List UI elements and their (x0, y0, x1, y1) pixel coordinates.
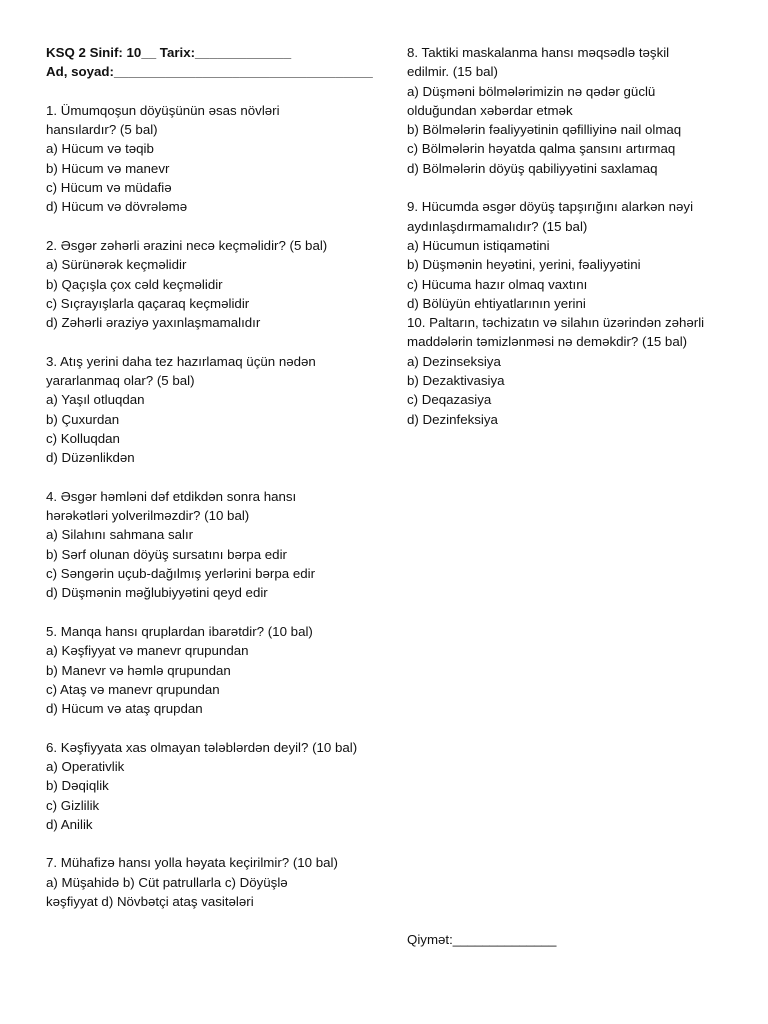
answer-option: b) Düşmənin heyətini, yerini, fəaliyyətini (407, 257, 641, 273)
answer-option: a) Silahını sahmana salır (46, 527, 194, 543)
answer-option: b) Dəqiqlik (46, 778, 109, 794)
answer-option: d) Zəhərli əraziyə yaxınlaşmamalıdır (46, 315, 261, 331)
answer-option: d) Anilik (46, 816, 93, 832)
question-title: 9. Hücumda əsgər döyüş tapşırığını alarkən nəyi aydınlaşdırmamalıdır? (15 bal) (407, 199, 694, 234)
answer-option: c) Hücum və müdafiə (46, 180, 172, 196)
answer-option: c) Deqazasiya (407, 392, 492, 408)
question-title: 4. Əsgər həmləni dəf etdikdən sonra hansı hərəkətləri yolverilməzdir? (10 bal) (46, 488, 297, 524)
answer-option: c) Səngərin uçub-dağılmış yerlərini bərpa edir (46, 566, 316, 582)
question-9 (407, 197, 727, 313)
answer-option: c) Ataş və manevr qrupundan (46, 681, 220, 697)
question-title: 5. Manqa hansı qruplardan ibarətdir? (10 bal) (46, 623, 313, 639)
answer-option: a) Hücum və təqib (46, 141, 154, 157)
question-1 (46, 101, 376, 217)
question-2 (46, 236, 376, 332)
question-title: 6. Kəşfiyyata xas olmayan tələblərdən deyil? (10 bal) (46, 739, 358, 755)
answer-option: a) Yaşıl otluqdan (46, 392, 145, 408)
answer-option: a) Operativlik (46, 758, 125, 774)
answer-option: c) Hücuma hazır olmaq vaxtını (407, 276, 588, 292)
question-title: 1. Ümumqoşun döyüşünün əsas növləri hansılardır? (5 bal) (46, 102, 280, 138)
grade-field: Qiymət:______________ (407, 932, 557, 947)
answer-option: d) Bölüyün ehtiyatlarının yerini (407, 295, 586, 311)
question-title: 3. Atış yerini daha tez hazırlamaq üçün nədən yararlanmaq olar? (5 bal) (46, 353, 316, 389)
question-7 (46, 853, 376, 911)
answer-option: b) Çuxurdan (46, 411, 120, 427)
question-3 (46, 352, 376, 468)
question-title: 2. Əsgər zəhərli ərazini necə keçməlidir? (5 bal) (46, 237, 328, 253)
answer-option: b) Hücum və manevr (46, 160, 170, 176)
answer-option: c) Bölmələrin həyatda qalma şansını artırmaq (407, 141, 676, 157)
answer-option: d) Düzənlikdən (46, 450, 135, 466)
answer-option: d) Hücum və ataş qrupdan (46, 701, 203, 717)
answer-option: b) Bölmələrin fəaliyyətinin qəfilliyinə nail olmaq (407, 122, 682, 138)
answer-option: b) Manevr və həmlə qrupundan (46, 662, 231, 678)
answer-option: d) Dezinfeksiya (407, 411, 498, 427)
answer-option: b) Sərf olunan döyüş sursatını bərpa edir (46, 546, 287, 562)
answer-option: a) Sürünərək keçməlidir (46, 257, 187, 273)
question-6 (46, 738, 376, 834)
question-title: 8. Taktiki maskalanma hansı məqsədlə təşkil edilmir. (15 bal) (407, 45, 670, 80)
question-4 (46, 487, 376, 603)
answer-option: a) Düşməni bölmələrimizin nə qədər güclü olduğundan xəbərdar etmək (407, 83, 656, 118)
answer-option: d) Düşmənin məğlubiyyətini qeyd edir (46, 585, 268, 601)
answer-option: a) Müşahidə b) Cüt patrullarla c) Döyüşlə kəşfiyyat d) Növbətçi ataş vasitələri (46, 874, 288, 910)
header-name-line: Ad, soyad:___________________________________ (46, 64, 373, 80)
answer-option: b) Qaçışla çox cəld keçməlidir (46, 276, 223, 292)
answer-option: c) Gizlilik (46, 797, 100, 813)
answer-option: c) Kolluqdan (46, 430, 120, 446)
answer-option: a) Kəşfiyyat və manevr qrupundan (46, 643, 249, 659)
header-info-line: KSQ 2 Sinif: 10__ Tarix:_____________ (46, 45, 292, 60)
left-column (46, 43, 376, 931)
answer-option: a) Dezinseksiya (407, 353, 501, 369)
question-5 (46, 622, 376, 718)
answer-option: c) Sıçrayışlarla qaçaraq keçməlidir (46, 295, 250, 311)
answer-option: b) Dezaktivasiya (407, 373, 505, 389)
question-title: 7. Mühafizə hansı yolla həyata keçirilmir? (10 bal) (46, 855, 338, 871)
question-8 (407, 43, 727, 178)
answer-option: a) Hücumun istiqamətini (407, 237, 550, 253)
question-10 (407, 313, 727, 429)
right-column (407, 43, 727, 448)
answer-option: d) Bölmələrin döyüş qabiliyyətini saxlamaq (407, 160, 658, 176)
answer-option: d) Hücum və dövrələmə (46, 199, 188, 215)
question-title: 10. Paltarın, təchizatın və silahın üzərindən zəhərli maddələrin təmizlənməsi nə deməkdir? (15 bal) (407, 315, 705, 350)
